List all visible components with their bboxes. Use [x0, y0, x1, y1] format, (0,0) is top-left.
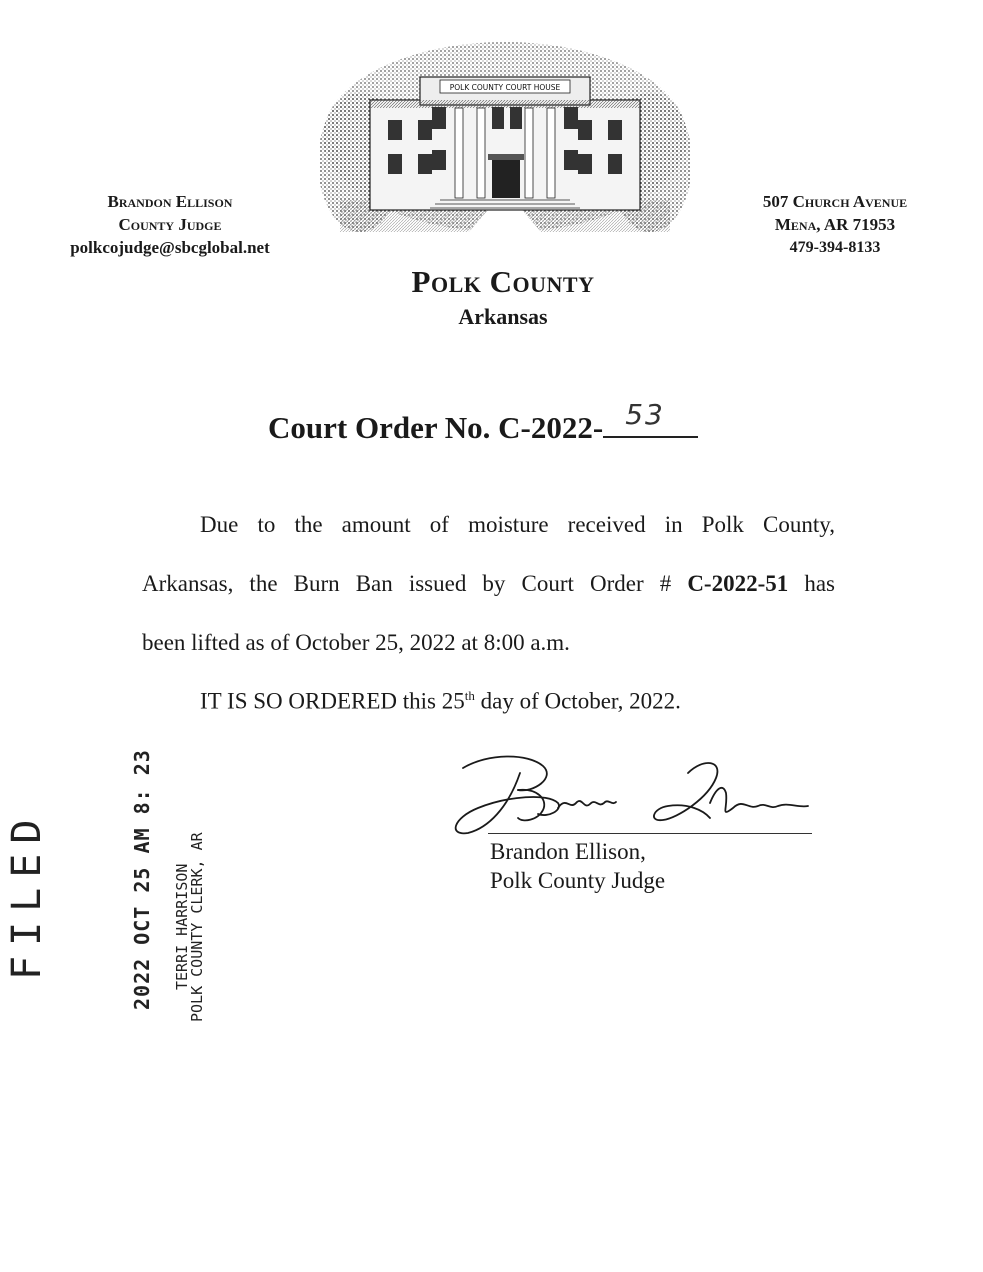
body-line-1: Due to the amount of moisture received in Polk County,: [200, 512, 835, 537]
filed-stamp-label: FILED: [4, 809, 50, 980]
filed-stamp-clerk-office: POLK COUNTY CLERK, AR: [188, 832, 206, 1022]
signature-line: [488, 833, 812, 834]
judge-title: County Judge: [118, 215, 222, 234]
body-line-2: [142, 571, 835, 597]
judge-contact-block: [40, 190, 300, 259]
body-line-2-start: Arkansas, the Burn Ban issued by Court Order #: [142, 571, 688, 596]
address-line1: 507 Church Avenue: [762, 192, 908, 211]
body-line-2-end: has: [788, 571, 835, 596]
courthouse-illustration: [320, 42, 690, 242]
order-number-blank: [603, 398, 698, 438]
referenced-order-number: C-2022-51: [687, 571, 789, 596]
state-name: Arkansas: [458, 304, 548, 329]
county-name: Polk County: [411, 264, 595, 299]
body-line-3: been lifted as of October 25, 2022 at 8:00 a.m.: [142, 630, 570, 655]
order-title: [268, 398, 698, 446]
order-title-prefix: Court Order No. C-2022-: [268, 410, 604, 445]
ordered-statement: [200, 688, 681, 715]
office-contact-block: [740, 190, 930, 259]
ordered-end: day of October, 2022.: [474, 688, 681, 714]
filed-stamp-datetime: 2022 OCT 25 AM 8: 23: [130, 749, 154, 1010]
ordered-start: IT IS SO ORDERED this 25: [200, 688, 465, 714]
filed-stamp-clerk-name: TERRI HARRISON: [173, 863, 191, 990]
order-number-handwritten: 53: [625, 398, 665, 431]
signer-title: Polk County Judge: [490, 868, 666, 893]
judge-name: Brandon Ellison: [107, 192, 233, 211]
judge-email: polkcojudge@sbcglobal.net: [70, 238, 270, 257]
ordered-ordinal: th: [464, 688, 475, 703]
signer-name: Brandon Ellison,: [490, 839, 646, 864]
address-line2: Mena, AR 71953: [774, 215, 896, 234]
courthouse-sign: POLK COUNTY COURT HOUSE: [449, 83, 561, 92]
office-phone: 479-394-8133: [789, 239, 881, 256]
